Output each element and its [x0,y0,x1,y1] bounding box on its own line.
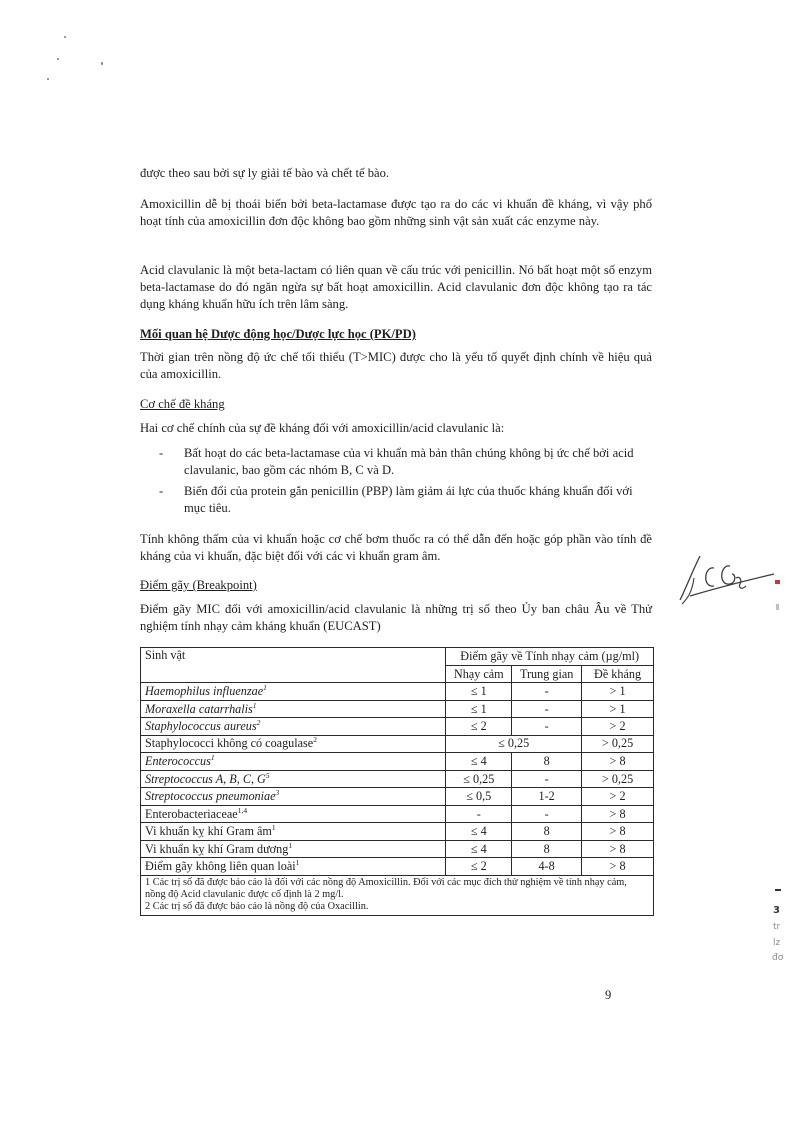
margin-mark: đơ [772,953,784,963]
organism-cell: Điểm gãy không liên quan loài$^1$ [141,858,446,876]
table-header-row [141,648,654,666]
scan-mark [776,604,779,610]
footnote-1: 1 Các trị số đã được báo cáo là đối với các nồng độ Amoxicillin. Đối với các mục đích thử nghiệm về tính nhạy cảm, nồng độ Acid clavulanic được cố định là 2 mg/l. [145,876,627,900]
scan-speck [47,78,49,80]
heading-pk-pd: Mối quan hệ Dược động học/Dược lực học (PK/PD) [140,327,416,341]
bullet-text: Biến đổi của protein gắn penicillin (PBP) làm giảm ái lực của thuốc kháng khuẩn đối với mục tiêu. [184,484,633,515]
resistant-cell: > 1 [582,683,654,701]
table-row [141,700,654,718]
margin-mark: lz [773,938,781,948]
table-row [141,788,654,806]
intermediate-cell: 1-2 [512,788,582,806]
organism-cell: Enterobacteriaceae$^{1,4}$ [141,805,446,823]
table-row [141,823,654,841]
footnote-2: 2 Các trị số đã được báo cáo là nồng độ của Oxacillin. [145,900,369,912]
susceptible-cell: - [446,805,512,823]
table-row [141,735,654,753]
paragraph-clavulanic: Acid clavulanic là một beta-lactam có liên quan về cấu trúc với penicillin. Nó bất hoạt một số enzym beta-lactamase do đó ngăn ngừa sự bất hoạt amoxicillin. Acid clavulanic đơn độc không tạo ra tác dụng kháng khuẩn hữu ích trên lâm sàng. [140,263,652,311]
susceptible-cell: ≤ 2 [446,718,512,736]
table-row [141,840,654,858]
header-susceptible: Nhạy cảm [446,665,512,683]
table-row [141,770,654,788]
organism-cell: Haemophilus influenzae$^1$ [141,683,446,701]
resistant-cell: > 1 [582,700,654,718]
organism-cell: Moraxella catarrhalis$^1$ [141,700,446,718]
header-organism: Sinh vật [141,648,446,683]
resistant-cell: > 8 [582,805,654,823]
susceptible-cell: ≤ 1 [446,700,512,718]
bullet-dash: - [159,446,164,460]
margin-mark: 3 [773,905,780,916]
intermediate-cell: - [512,718,582,736]
organism-cell: Streptococcus A, B, C, $G^5$ [141,770,446,788]
susceptible-cell: ≤ 2 [446,858,512,876]
heading-resistance: Cơ chế đề kháng [140,397,225,411]
paragraph-beta-lactamase: Amoxicillin dễ bị thoái biến bởi beta-lactamase được tạo ra do các vi khuẩn đề kháng, vì vậy phổ hoạt tính của amoxicillin đơn độc không bao gồm những sinh vật sản xuất các enzyme này. [140,197,652,228]
scan-mark [775,889,781,891]
table-footnotes [141,875,654,916]
susceptible-cell: ≤ 4 [446,823,512,841]
paragraph-cell-lysis: được theo sau bởi sự ly giải tế bào và chết tế bào. [140,166,390,180]
intermediate-cell: 8 [512,823,582,841]
table-row [141,805,654,823]
organism-cell: Vi khuẩn kỵ khí Gram $âm^1$ [141,823,446,841]
organism-cell: Staphylococcus aureus$^2$ [141,718,446,736]
margin-mark: tr [773,922,781,932]
intermediate-cell: 8 [512,753,582,771]
scan-speck [57,58,59,60]
table-row [141,858,654,876]
organism-cell: Streptococcus pneumoniae$^3$ [141,788,446,806]
handwritten-signature [670,548,780,610]
intermediate-cell: 4-8 [512,858,582,876]
paragraph-eucast: Điểm gãy MIC đối với amoxicillin/acid clavulanic là những trị số theo Ủy ban châu Âu về Thử nghiệm tính nhạy cảm kháng khuẩn (EUCAST) [140,602,652,633]
table-footnote-row [141,875,654,916]
page-number: 9 [605,988,612,1002]
paragraph-t-mic: Thời gian trên nồng độ ức chế tối thiểu (T>MIC) được cho là yếu tố quyết định chính về hiệu quả của amoxicillin. [140,350,652,381]
scan-speck [101,62,103,65]
paragraph-two-mechanisms: Hai cơ chế chính của sự đề kháng đối với amoxicillin/acid clavulanic là: [140,421,505,435]
header-intermediate: Trung gian [512,665,582,683]
resistant-cell: > 0,25 [582,735,654,753]
resistant-cell: > 2 [582,788,654,806]
breakpoint-table [140,647,654,916]
intermediate-cell: - [512,805,582,823]
susceptible-intermediate-cell: ≤ 0,25 [446,735,582,753]
susceptible-cell: ≤ 1 [446,683,512,701]
intermediate-cell: 8 [512,840,582,858]
intermediate-cell: - [512,700,582,718]
header-resistant: Đề kháng [582,665,654,683]
organism-cell: Enterococcus$^1$ [141,753,446,771]
scan-mark [775,580,780,584]
resistant-cell: > 8 [582,823,654,841]
resistant-cell: > 8 [582,753,654,771]
organism-cell: Vi khuẩn kỵ khí Gram dương$^1$ [141,840,446,858]
table-row [141,718,654,736]
header-breakpoint-group: Điểm gãy về Tính nhạy cảm (µg/ml) [446,648,654,666]
resistant-cell: > 0,25 [582,770,654,788]
table-row [141,753,654,771]
table-row [141,683,654,701]
intermediate-cell: - [512,770,582,788]
organism-cell: Staphylococci không có coagulase$^2$ [141,735,446,753]
resistant-cell: > 8 [582,840,654,858]
resistant-cell: > 2 [582,718,654,736]
susceptible-cell: ≤ 4 [446,753,512,771]
susceptible-cell: ≤ 0,25 [446,770,512,788]
paragraph-impermeability: Tính không thấm của vi khuẩn hoặc cơ chế bơm thuốc ra có thể dẫn đến hoặc góp phần vào tính đề kháng của vi khuẩn, đặc biệt đối với các vi khuẩn gram âm. [140,532,652,563]
susceptible-cell: ≤ 4 [446,840,512,858]
scan-speck [64,36,66,38]
resistant-cell: > 8 [582,858,654,876]
bullet-dash: - [159,484,164,498]
heading-breakpoint: Điểm gãy (Breakpoint) [140,578,257,592]
bullet-text: Bất hoạt do các beta-lactamase của vi khuẩn mà bản thân chúng không bị ức chế bởi acid clavulanic, bao gồm các nhóm B, C và D. [184,446,634,477]
intermediate-cell: - [512,683,582,701]
susceptible-cell: ≤ 0,5 [446,788,512,806]
